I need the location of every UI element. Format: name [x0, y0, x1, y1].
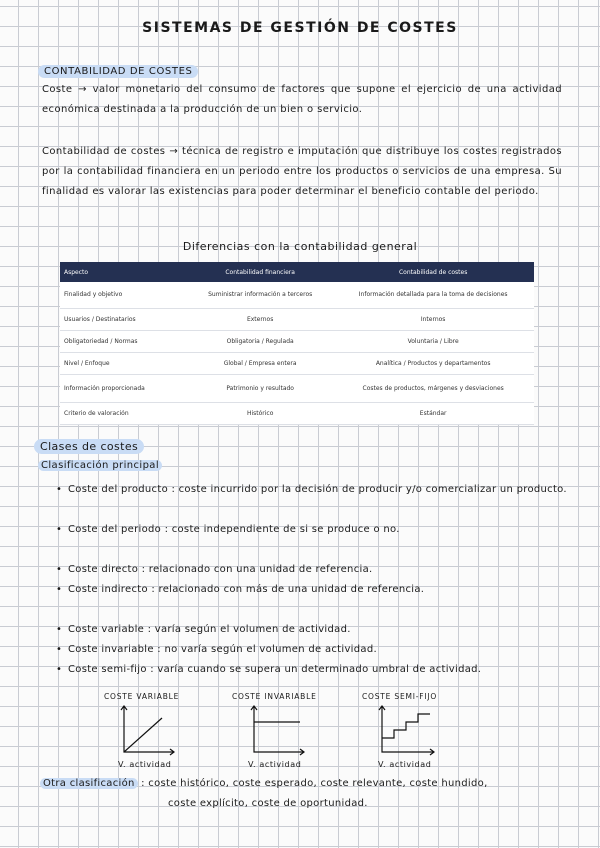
table-row — [60, 402, 534, 424]
graph-variable — [116, 704, 176, 756]
header-financiera: Contabilidad financiera — [188, 262, 332, 282]
graph-line — [124, 718, 162, 752]
graph-label-variable: COSTE VARIABLE — [104, 692, 180, 701]
graph-label-semifijo: COSTE SEMI-FIJO — [362, 692, 438, 701]
graph-axes — [382, 706, 434, 752]
table-cell: Obligatoria / Regulada — [188, 330, 332, 352]
other-classification-cont: coste explícito, coste de oportunidad. — [168, 798, 368, 809]
table-cell: Estándar — [332, 402, 534, 424]
list-item — [56, 480, 576, 500]
list-item — [56, 560, 576, 580]
section-heading-clases — [34, 440, 144, 453]
header-aspecto: Aspecto — [60, 262, 188, 282]
table-row — [60, 282, 534, 308]
table-cell: Información detallada para la toma de decisiones — [332, 282, 534, 308]
table-cell: Patrimonio y resultado — [188, 374, 332, 402]
list-item — [56, 660, 576, 680]
definition-coste: Coste → valor monetario del consumo de factores que supone el ejercicio de una actividad económica destinada a la producción de un bien o servicio. — [42, 84, 562, 115]
table-cell: Global / Empresa entera — [188, 352, 332, 374]
list-item — [56, 620, 576, 640]
list-item-text: Coste directo : relacionado con una unidad de referencia. — [68, 564, 373, 575]
bullet: • — [56, 584, 63, 595]
table-cell: Usuarios / Destinatarios — [60, 308, 188, 330]
section-heading-label: CONTABILIDAD DE COSTES — [38, 65, 198, 78]
table-cell: Suministrar información a terceros — [188, 282, 332, 308]
graph-xlabel: V. actividad — [118, 760, 172, 769]
table-cell: Información proporcionada — [60, 374, 188, 402]
list-item-text: Coste indirecto : relacionado con más de una unidad de referencia. — [68, 584, 425, 595]
bullet: • — [56, 644, 63, 655]
list-item-text: Coste invariable : no varía según el volumen de actividad. — [68, 644, 377, 655]
definition-contabilidad-costes: Contabilidad de costes → técnica de registro e imputación que distribuye los costes registrados por la contabilidad financiera en un periodo entre los productos o servicios de una empresa. Su finalidad es valorar las existencias para poder determinar el beneficio contable del periodo. — [42, 146, 562, 197]
other-classification — [40, 778, 488, 789]
table-caption: Diferencias con la contabilidad general — [182, 240, 418, 253]
list-item-text: Coste del periodo : coste independiente de si se produce o no. — [68, 524, 400, 535]
table-cell: Voluntaria / Libre — [332, 330, 534, 352]
list-item — [56, 640, 576, 660]
list-item-text: Coste variable : varía según el volumen de actividad. — [68, 624, 351, 635]
differences-table — [60, 262, 534, 425]
bullet: • — [56, 564, 63, 575]
table-header-row — [60, 262, 534, 282]
section-heading-costing — [38, 66, 198, 77]
table-cell: Externos — [188, 308, 332, 330]
table-row — [60, 308, 534, 330]
graph-invariable — [246, 704, 306, 756]
graph-semifijo — [374, 704, 436, 756]
table-cell: Analítica / Productos y departamentos — [332, 352, 534, 374]
table-cell: Histórico — [188, 402, 332, 424]
other-classification-label: Otra clasificación — [40, 778, 138, 789]
graph-xlabel: V. actividad — [248, 760, 302, 769]
list-item-text: Coste del producto : coste incurrido por la decisión de producir y/o comercializar un producto. — [68, 484, 567, 495]
header-costes: Contabilidad de costes — [332, 262, 534, 282]
bullet: • — [56, 524, 63, 535]
table-cell: Obligatoriedad / Normas — [60, 330, 188, 352]
graph-label-invariable: COSTE INVARIABLE — [232, 692, 317, 701]
page-title: SISTEMAS DE GESTIÓN DE COSTES — [142, 20, 458, 36]
subheading-clasificacion — [38, 460, 162, 471]
graph-line — [382, 714, 430, 738]
table-row — [60, 352, 534, 374]
bullet: • — [56, 624, 63, 635]
graph-xlabel: V. actividad — [378, 760, 432, 769]
table-row — [60, 330, 534, 352]
table-row — [60, 374, 534, 402]
list-item — [56, 520, 576, 540]
table-cell: Nivel / Enfoque — [60, 352, 188, 374]
subheading-label: Clasificación principal — [38, 460, 162, 471]
table-cell: Finalidad y objetivo — [60, 282, 188, 308]
table-cell: Internos — [332, 308, 534, 330]
graph-axes — [254, 706, 304, 752]
list-item — [56, 580, 576, 600]
bullet: • — [56, 664, 63, 675]
other-classification-text: : coste histórico, coste esperado, coste relevante, coste hundido, — [141, 778, 488, 789]
list-item-text: Coste semi-fijo : varía cuando se supera un determinado umbral de actividad. — [68, 664, 482, 675]
table-cell: Costes de productos, márgenes y desviaciones — [332, 374, 534, 402]
table-cell: Criterio de valoración — [60, 402, 188, 424]
section-heading-label: Clases de costes — [34, 439, 144, 454]
bullet: • — [56, 484, 63, 495]
